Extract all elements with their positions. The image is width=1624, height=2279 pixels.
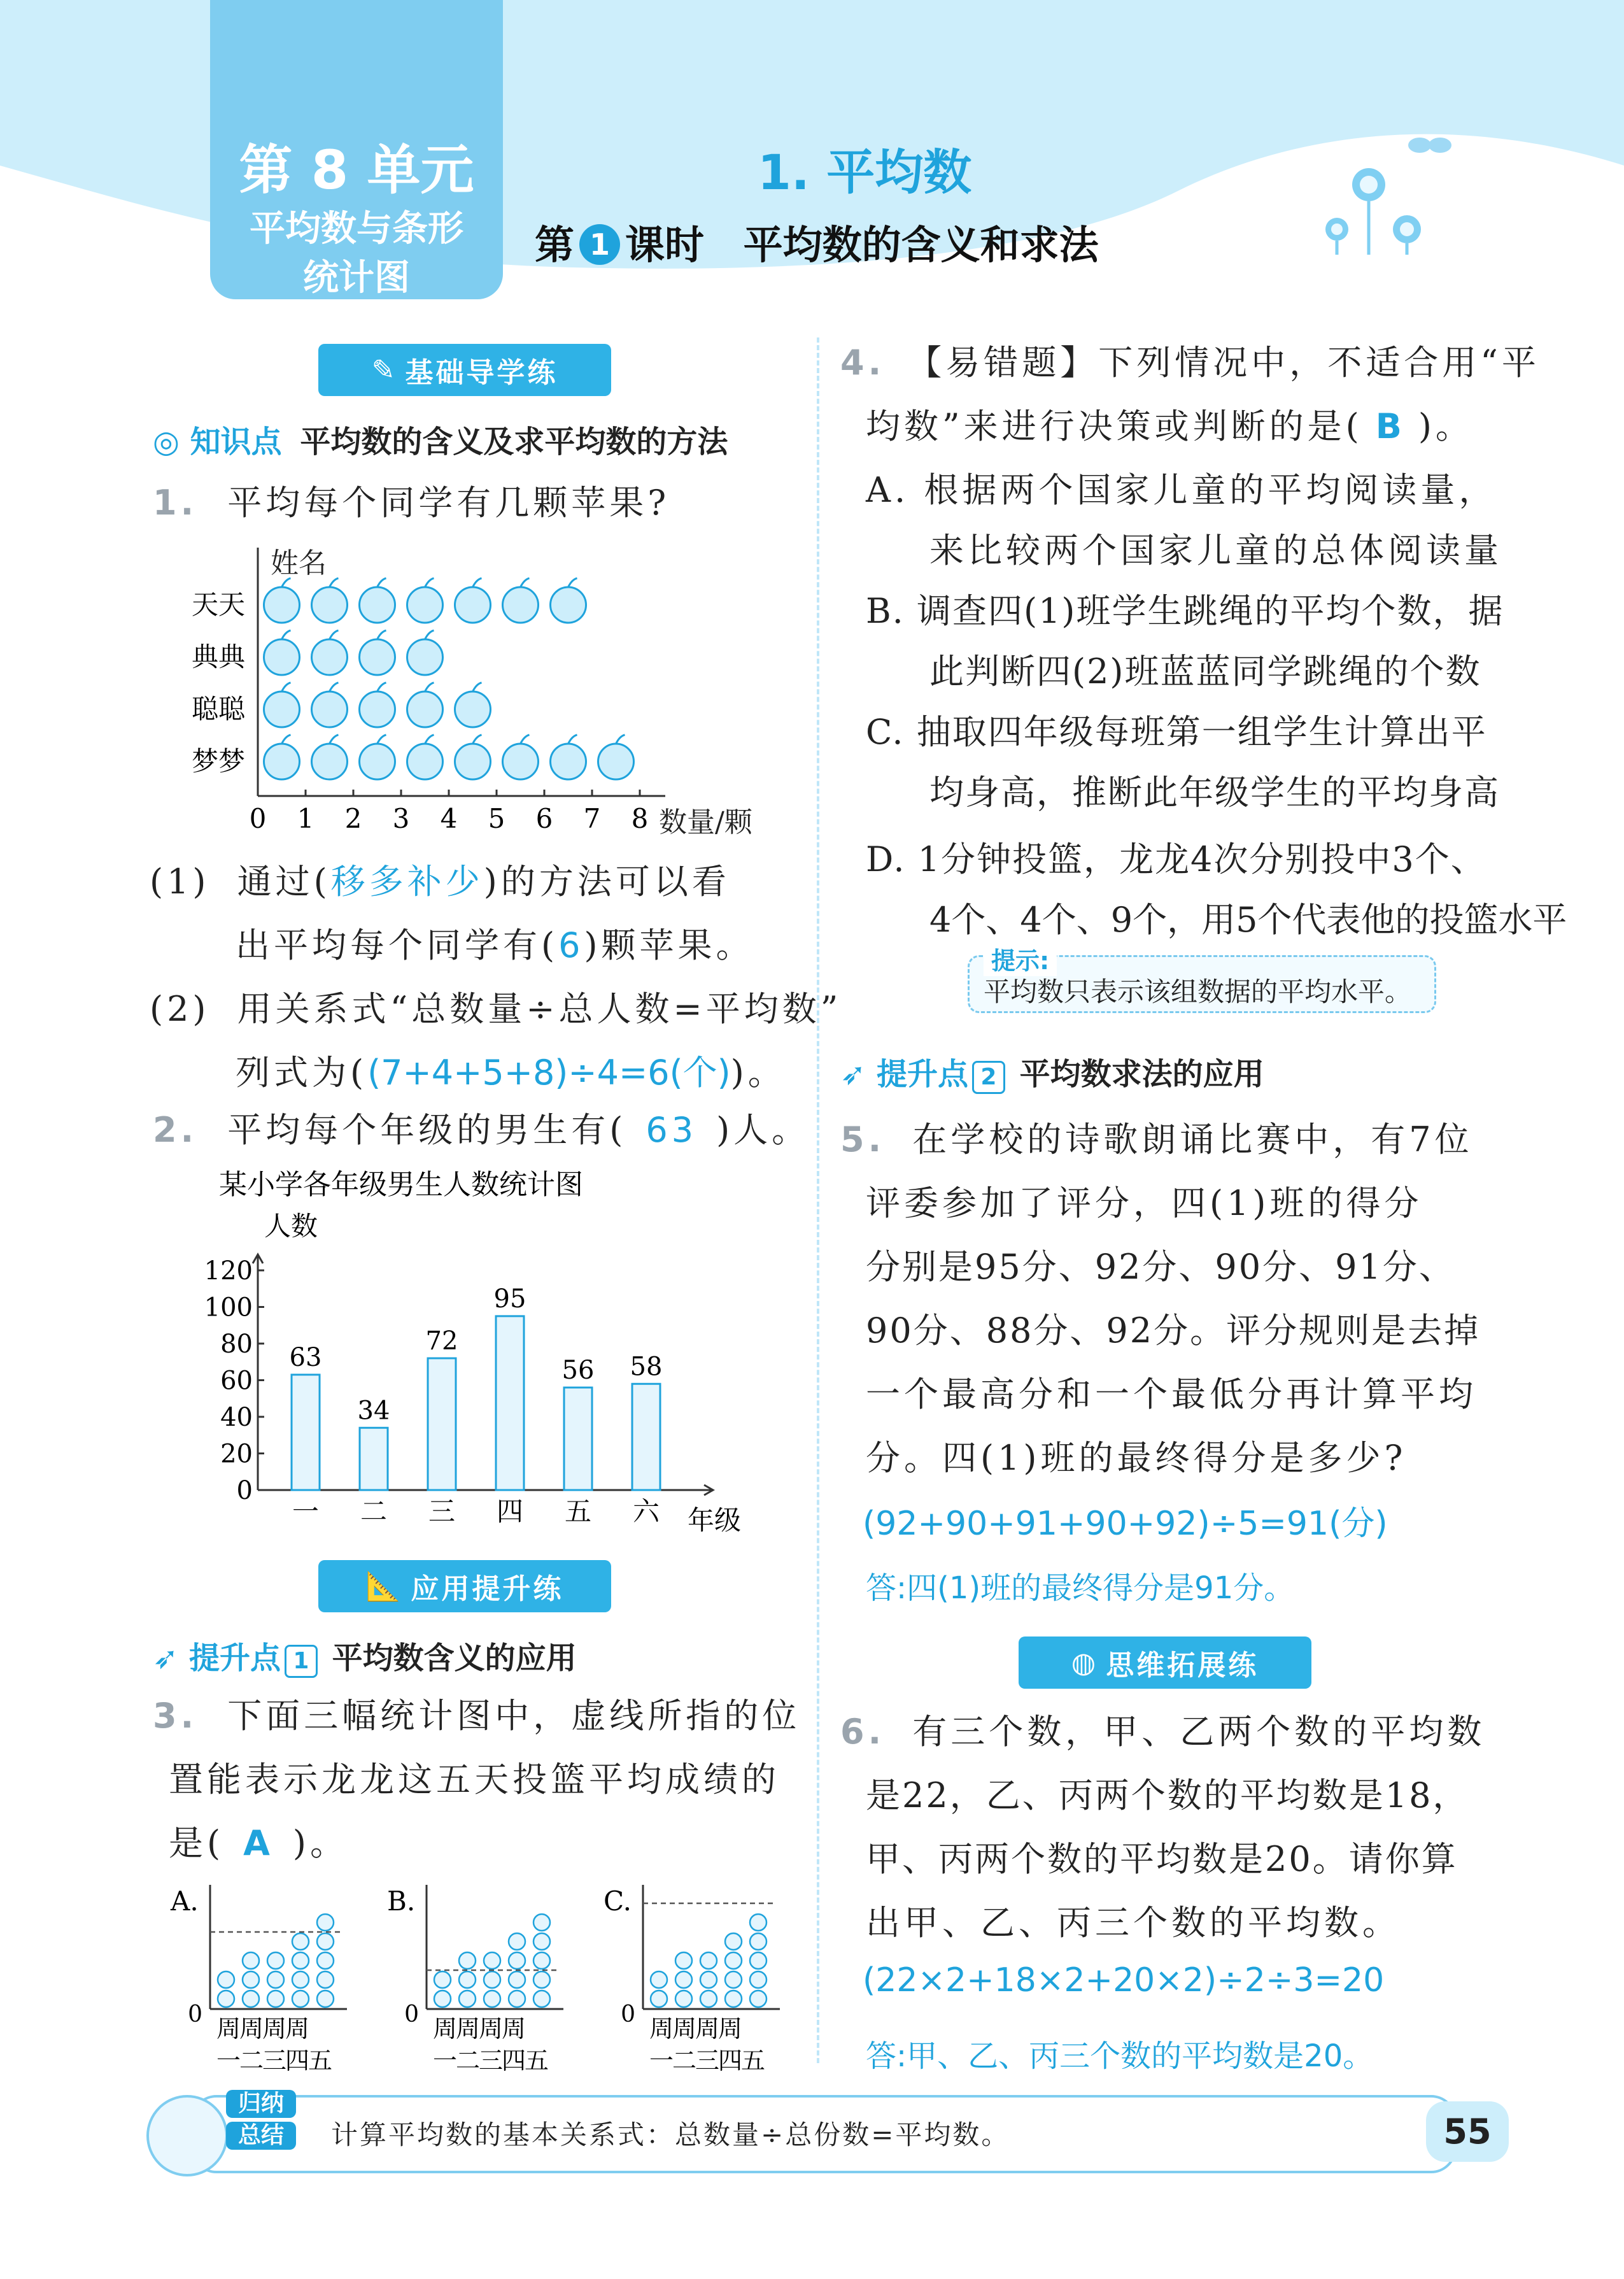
basketball-icon — [533, 1933, 550, 1950]
basketball-icon — [750, 1914, 766, 1931]
question-5-line4: 90分、88分、92分。评分规则是去掉 — [866, 1310, 1481, 1351]
data-label: 34 — [357, 1396, 390, 1426]
chart1-xlabel: 数量/颗 — [659, 806, 752, 839]
basketball-icon — [675, 1952, 692, 1969]
question-4-line1: 4. 【易错题】下列情况中，不适合用“平 — [840, 343, 1540, 383]
apple-stem — [378, 630, 386, 639]
apple-icon — [503, 744, 539, 779]
lesson-number: 1 — [579, 224, 620, 265]
x-label-bottom: 一二三四五 — [433, 2047, 548, 2075]
knowledge-title: 平均数的含义及求平均数的方法 — [300, 424, 728, 460]
basketball-icon — [243, 1952, 259, 1969]
q1-sub1-line2: 出平均每个同学有(6)颗苹果。 — [236, 925, 754, 965]
mascot-icon — [146, 2095, 228, 2176]
unit-title: 第 8 单元 — [239, 139, 474, 201]
q6-answer-formula: (22×2+18×2+20×2)÷2÷3=20 — [863, 1961, 1385, 1999]
q4-option-b1: B. 调查四(1)班学生跳绳的平均个数，据 — [866, 591, 1504, 631]
x-tick-label: 0 — [249, 803, 267, 834]
option-label: B. — [387, 1885, 416, 1917]
ruler-icon: 📐 — [365, 1570, 404, 1603]
x-tick-label: 五 — [564, 1496, 592, 1527]
basketball-icon — [509, 1933, 525, 1950]
chart-ylabel: 人数 — [264, 1210, 318, 1242]
category-label: 典典 — [191, 641, 245, 672]
basketball-icon — [434, 1991, 451, 2007]
x-tick-label: 六 — [632, 1496, 660, 1527]
apple-icon — [360, 744, 395, 779]
unit-subtitle-line2: 统计图 — [303, 257, 410, 299]
basketball-icon — [267, 1991, 284, 2007]
basketball-icon — [700, 1952, 717, 1969]
apple-stem — [473, 683, 482, 692]
question-4-line2: 均数”来进行决策或判断的是( B )。 — [866, 406, 1474, 446]
rocket-icon: ➶ — [840, 1056, 866, 1092]
lesson-title: 平均数的含义和求法 — [743, 222, 1099, 268]
apple-stem — [425, 578, 434, 587]
basketball-icon — [218, 1991, 234, 2007]
basketball-icon — [509, 1971, 525, 1988]
apple-stem — [616, 735, 625, 744]
apple-stem — [330, 735, 339, 744]
bar — [360, 1428, 388, 1490]
y-tick-label: 0 — [236, 1476, 253, 1505]
basketball-icon — [533, 1991, 550, 2007]
basketball-icon — [484, 1952, 500, 1969]
x-tick-label: 8 — [631, 803, 649, 834]
bar — [496, 1316, 524, 1490]
hint-label: 提示: — [984, 941, 1057, 976]
apple-icon — [455, 587, 491, 623]
x-tick-label: 5 — [488, 803, 505, 834]
apple-stem — [425, 630, 434, 639]
y-tick-label: 20 — [220, 1439, 253, 1469]
q1-sub1-line1: (1) 通过(移多补少)的方法可以看 — [150, 862, 730, 902]
apple-stem — [378, 683, 386, 692]
question-2: 2. 平均每个年级的男生有( 63 )人。 — [153, 1110, 810, 1150]
apple-icon — [312, 639, 348, 675]
question-3-line2: 置能表示龙龙这五天投篮平均成绩的 — [169, 1759, 780, 1800]
apple-stem — [282, 683, 291, 692]
basketball-icon — [459, 1952, 476, 1969]
y-tick-label: 80 — [220, 1330, 253, 1359]
apple-stem — [330, 630, 339, 639]
flower-decoration-icon — [1325, 168, 1421, 255]
basketball-icon — [750, 1952, 766, 1969]
basketball-icon — [509, 1952, 525, 1969]
apple-icon — [360, 587, 395, 623]
category-label: 聪聪 — [191, 693, 245, 725]
q6-answer-sentence: 答:甲、乙、丙三个数的平均数是20。 — [866, 2038, 1374, 2074]
question-6-line4: 出甲、乙、丙三个数的平均数。 — [866, 1903, 1401, 1943]
apple-stem — [330, 578, 339, 587]
q5-answer-sentence: 答:四(1)班的最终得分是91分。 — [866, 1570, 1295, 1606]
summary-tag: 归纳 总结 — [226, 2090, 296, 2150]
x-tick-label: 4 — [440, 803, 458, 834]
basketball-icon — [243, 1991, 259, 2007]
apple-icon — [264, 744, 300, 779]
apple-stem — [378, 578, 386, 587]
basketball-icon — [434, 1971, 451, 1988]
basketball-icon — [700, 1991, 717, 2007]
data-label: 63 — [289, 1342, 322, 1372]
basketball-icon — [459, 1971, 476, 1988]
apple-stem — [378, 735, 386, 744]
q4-option-d2: 4个、4个、9个，用5个代表他的投篮水平 — [929, 900, 1567, 940]
basketball-icon — [725, 1991, 742, 2007]
q1-sub2-line2: 列式为((7+4+5+8)÷4=6(个))。 — [236, 1053, 786, 1093]
q1-answer-method: 移多补少 — [330, 862, 484, 902]
apple-icon — [455, 692, 491, 727]
x-label-top: 周周周周 — [649, 2015, 742, 2043]
apple-icon — [264, 587, 300, 623]
apple-stem — [330, 683, 339, 692]
basketball-icon — [651, 1971, 667, 1988]
boys-bar-chart — [166, 1165, 777, 1547]
basketball-icon — [509, 1991, 525, 2007]
apple-icon — [312, 692, 348, 727]
q4-answer: B — [1375, 406, 1406, 446]
basketball-icon — [292, 1933, 309, 1950]
point2-title: ➶ 提升点 2 平均数求法的应用 — [840, 1049, 1264, 1094]
apple-icon — [407, 639, 443, 675]
q3-answer: A — [243, 1823, 274, 1863]
x-tick-label: 四 — [496, 1496, 524, 1527]
apple-stem — [473, 735, 482, 744]
question-text: 平均每个同学有几颗苹果? — [227, 483, 670, 523]
q4-option-b2: 此判断四(2)班蓝蓝同学跳绳的个数 — [929, 651, 1481, 692]
knowledge-tag: 知识点 — [190, 424, 282, 460]
zero-label: 0 — [404, 2001, 419, 2027]
apple-icon — [360, 639, 395, 675]
basketball-icon — [459, 1991, 476, 2007]
basketball-icon — [700, 1971, 717, 1988]
question-5-line6: 分。四(1)班的最终得分是多少? — [866, 1438, 1407, 1478]
basketball-icon — [533, 1952, 550, 1969]
apple-stem — [282, 630, 291, 639]
compass-icon: ✎ — [371, 353, 398, 387]
basketball-icon — [675, 1971, 692, 1988]
x-tick-label: 二 — [360, 1496, 388, 1527]
basketball-icon — [317, 1991, 334, 2007]
apple-stem — [473, 578, 482, 587]
question-5-line3: 分别是95分、92分、90分、91分、 — [866, 1247, 1455, 1287]
bar — [292, 1375, 320, 1490]
q2-answer: 63 — [646, 1110, 698, 1150]
data-label: 56 — [561, 1356, 595, 1385]
bar — [564, 1388, 592, 1490]
basketball-icon — [651, 1991, 667, 2007]
option-label: C. — [604, 1885, 632, 1917]
basketball-icon — [725, 1971, 742, 1988]
apple-stem — [521, 578, 530, 587]
target-icon: ◎ — [153, 424, 180, 460]
question-6-line1: 6. 有三个数，甲、乙两个数的平均数 — [840, 1712, 1486, 1752]
basketball-icon — [750, 1971, 766, 1988]
apple-icon — [407, 744, 443, 779]
banner-applied-practice: 📐 应用提升练 — [318, 1560, 611, 1612]
basketball-icon — [243, 1971, 259, 1988]
rocket-icon: ➶ — [153, 1640, 179, 1676]
q4-option-c1: C. 抽取四年级每班第一组学生计算出平 — [866, 712, 1487, 752]
data-label: 95 — [493, 1284, 526, 1314]
question-number: 1. — [153, 483, 198, 523]
question-3-line3: 是( A )。 — [169, 1823, 348, 1863]
column-divider — [817, 337, 819, 2063]
basketball-icon — [484, 1971, 500, 1988]
chart1-ylabel: 姓名 — [271, 547, 327, 579]
basketball-icon — [750, 1933, 766, 1950]
apple-icon — [455, 744, 491, 779]
data-label: 72 — [425, 1326, 458, 1356]
apple-icon — [312, 744, 348, 779]
x-label-top: 周周周周 — [216, 2015, 309, 2043]
basketball-icon — [533, 1971, 550, 1988]
x-tick-label: 3 — [392, 803, 410, 834]
basketball-icon — [267, 1971, 284, 1988]
x-tick-label: 2 — [344, 803, 362, 834]
question-3-line1: 3. 下面三幅统计图中，虚线所指的位 — [153, 1696, 801, 1736]
q5-answer-formula: (92+90+91+90+92)÷5=91(分) — [863, 1505, 1388, 1543]
globe-icon: ◍ — [1071, 1646, 1099, 1679]
unit-subtitle-line1: 平均数与条形 — [250, 208, 463, 250]
x-label-bottom: 一二三四五 — [216, 2047, 332, 2075]
category-label: 梦梦 — [191, 746, 245, 777]
x-tick-label: 一 — [292, 1496, 320, 1527]
basketball-icon — [317, 1914, 334, 1931]
q1-answer-count: 6 — [558, 925, 584, 965]
apple-stem — [282, 735, 291, 744]
zero-label: 0 — [188, 2001, 202, 2027]
chart-title: 某小学各年级男生人数统计图 — [219, 1168, 583, 1201]
apple-stem — [568, 578, 577, 587]
apple-stem — [568, 735, 577, 744]
apple-icon — [264, 639, 300, 675]
q1-answer-formula: (7+4+5+8)÷4=6(个) — [367, 1053, 731, 1093]
apple-icon — [503, 587, 539, 623]
basketball-icon — [292, 1971, 309, 1988]
x-tick-label: 1 — [297, 803, 314, 834]
y-tick-label: 100 — [204, 1293, 253, 1323]
basketball-icon — [292, 1952, 309, 1969]
q1-sub2-line1: (2) 用关系式“总数量÷总人数=平均数” — [150, 989, 842, 1029]
question-1 — [153, 471, 670, 535]
q4-option-d1: D. 1分钟投篮，龙龙4次分别投中3个、 — [866, 839, 1486, 879]
q4-option-c2: 均身高，推断此年级学生的平均身高 — [929, 772, 1500, 813]
knowledge-point-title — [153, 417, 728, 461]
apple-stem — [521, 735, 530, 744]
apple-icon — [551, 587, 586, 623]
summary-text: 计算平均数的基本关系式：总数量÷总份数=平均数。 — [331, 2119, 1010, 2150]
x-tick-label: 7 — [583, 803, 601, 834]
x-tick-label: 三 — [428, 1496, 456, 1527]
data-label: 58 — [630, 1352, 663, 1382]
basketball-icon — [317, 1952, 334, 1969]
page-number: 55 — [1426, 2101, 1509, 2162]
apple-icon — [598, 744, 634, 779]
option-charts — [159, 1878, 802, 2089]
apple-icon — [407, 692, 443, 727]
basketball-icon — [750, 1991, 766, 2007]
banner-basic-practice: ✎ 基础导学练 — [318, 344, 611, 396]
y-tick-label: 40 — [220, 1403, 253, 1432]
basketball-icon — [484, 1991, 500, 2007]
basketball-icon — [533, 1914, 550, 1931]
butterfly-icon — [1408, 138, 1451, 153]
basketball-icon — [218, 1971, 234, 1988]
q4-option-a2: 来比较两个国家儿童的总体阅读量 — [929, 530, 1502, 571]
basketball-icon — [267, 1952, 284, 1969]
apple-stem — [425, 683, 434, 692]
x-tick-label: 6 — [535, 803, 553, 834]
question-6-line2: 是22，乙、丙两个数的平均数是18， — [866, 1775, 1469, 1815]
bar — [632, 1384, 660, 1490]
lesson-title-row — [535, 213, 1099, 270]
apple-stem — [425, 735, 434, 744]
q4-option-a1: A. 根据两个国家儿童的平均阅读量， — [866, 470, 1497, 510]
section-title: 1. 平均数 — [758, 144, 972, 201]
x-label-bottom: 一二三四五 — [649, 2047, 765, 2075]
apple-icon — [264, 692, 300, 727]
hint-text: 平均数只表示该组数据的平均水平。 — [984, 976, 1412, 1007]
y-tick-label: 60 — [220, 1366, 253, 1396]
zero-label: 0 — [621, 2001, 635, 2027]
y-tick-label: 120 — [204, 1256, 253, 1286]
question-6-line3: 甲、丙两个数的平均数是20。请你算 — [866, 1839, 1458, 1879]
basketball-icon — [725, 1933, 742, 1950]
lesson-suffix: 课时 — [625, 222, 705, 268]
chart-xlabel: 年级 — [688, 1505, 742, 1536]
apple-icon — [312, 587, 348, 623]
bar — [428, 1358, 456, 1490]
question-5-line5: 一个最高分和一个最低分再计算平均 — [866, 1374, 1477, 1414]
question-5-line1: 5. 在学校的诗歌朗诵比赛中，有7位 — [840, 1119, 1473, 1160]
basketball-icon — [317, 1971, 334, 1988]
point1-title: ➶ 提升点 1 平均数含义的应用 — [153, 1633, 577, 1678]
question-5-line2: 评委参加了评分，四(1)班的得分 — [866, 1183, 1423, 1223]
apple-icon — [551, 744, 586, 779]
banner-thinking-practice: ◍ 思维拓展练 — [1019, 1636, 1311, 1689]
basketball-icon — [675, 1991, 692, 2007]
category-label: 天天 — [191, 589, 245, 620]
option-label: A. — [171, 1885, 199, 1917]
basketball-icon — [292, 1991, 309, 2007]
apple-icon — [360, 692, 395, 727]
apple-icon — [407, 587, 443, 623]
basketball-icon — [317, 1933, 334, 1950]
basketball-icon — [725, 1952, 742, 1969]
x-label-top: 周周周周 — [433, 2015, 525, 2043]
lesson-prefix: 第 — [535, 222, 575, 268]
